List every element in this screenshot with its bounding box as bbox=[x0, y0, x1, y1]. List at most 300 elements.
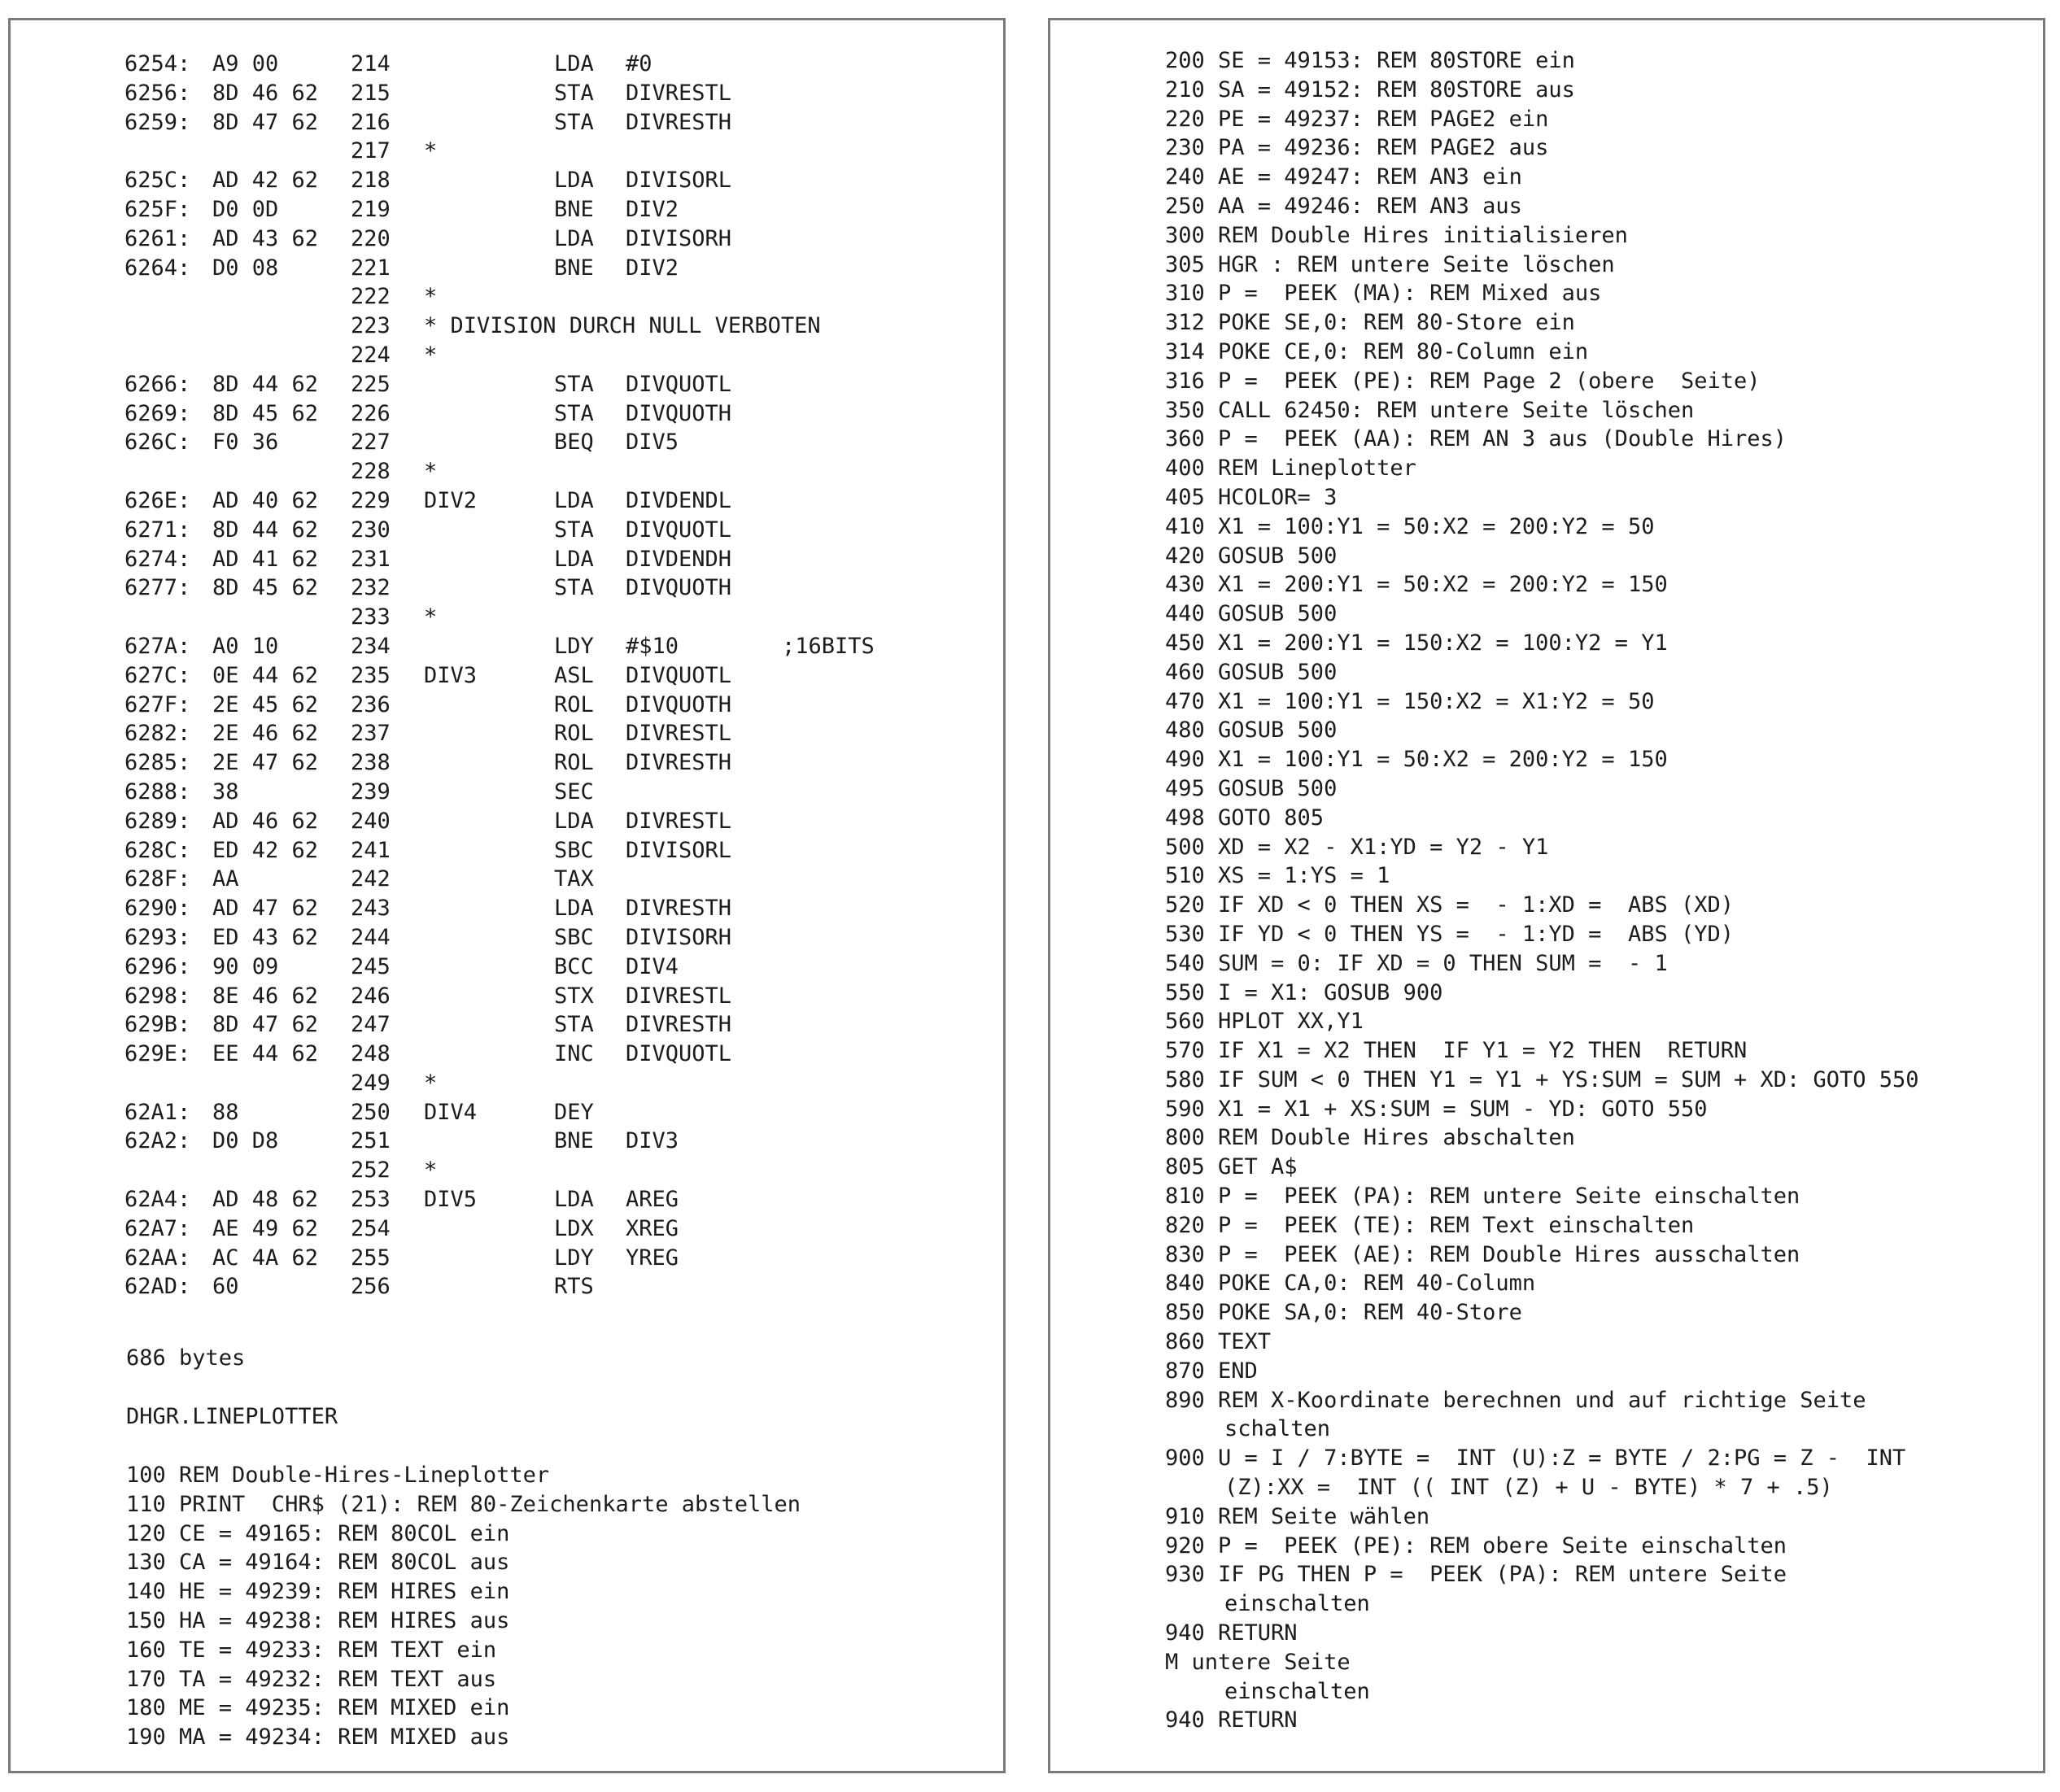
basic-line: 830 P = PEEK (AE): REM Double Hires ausschalten bbox=[1165, 1241, 1800, 1267]
asm-opcode: ROL bbox=[554, 750, 594, 776]
asm-opcode: LDA bbox=[554, 808, 594, 834]
asm-line bbox=[11, 865, 1003, 894]
asm-opcode: LDA bbox=[554, 225, 594, 251]
asm-line bbox=[11, 953, 1003, 982]
asm-hex-bytes: AD 46 62 bbox=[212, 808, 319, 834]
asm-line-number: 243 bbox=[351, 896, 391, 922]
asm-address: 6289: bbox=[124, 808, 191, 834]
asm-line bbox=[11, 1069, 1003, 1098]
asm-address: 62A1: bbox=[124, 1099, 191, 1125]
asm-address: 627F: bbox=[124, 691, 191, 717]
basic-line: 530 IF YD < 0 THEN YS = - 1:YD = ABS (YD) bbox=[1165, 921, 1734, 947]
basic-line: 840 POKE CA,0: REM 40-Column bbox=[1165, 1271, 1536, 1297]
basic-line: 210 SA = 49152: REM 80STORE aus bbox=[1165, 76, 1575, 102]
asm-opcode: BNE bbox=[554, 1128, 594, 1154]
asm-hex-bytes: AE 49 62 bbox=[212, 1215, 319, 1241]
asm-line bbox=[11, 778, 1003, 807]
asm-opcode: STA bbox=[554, 371, 594, 397]
asm-hex-bytes: 8D 45 62 bbox=[212, 575, 319, 601]
asm-line-number: 242 bbox=[351, 866, 391, 892]
basic-line: 350 CALL 62450: REM untere Seite löschen bbox=[1165, 397, 1695, 423]
asm-line bbox=[11, 836, 1003, 865]
asm-hex-bytes: A9 00 bbox=[212, 51, 279, 76]
asm-address: 6298: bbox=[124, 983, 191, 1009]
asm-line-number: 217 bbox=[351, 138, 391, 164]
asm-opcode: ROL bbox=[554, 691, 594, 717]
asm-address: 625C: bbox=[124, 168, 191, 194]
asm-line-number: 237 bbox=[351, 721, 391, 747]
basic-line: 170 TA = 49232: REM TEXT aus bbox=[126, 1666, 497, 1692]
asm-line-number: 240 bbox=[351, 808, 391, 834]
asm-line bbox=[11, 1156, 1003, 1185]
asm-operand: DIVRESTH bbox=[626, 750, 732, 776]
asm-opcode: LDY bbox=[554, 633, 594, 659]
basic-line: 490 X1 = 100:Y1 = 50:X2 = 200:Y2 = 150 bbox=[1165, 747, 1668, 773]
asm-line bbox=[11, 1040, 1003, 1069]
asm-operand: DIV5 bbox=[626, 429, 679, 456]
asm-line-number: 218 bbox=[351, 168, 391, 194]
asm-operand: YREG bbox=[626, 1245, 679, 1271]
asm-line bbox=[11, 691, 1003, 720]
basic-line: 140 HE = 49239: REM HIRES ein bbox=[126, 1579, 510, 1605]
asm-line-number: 224 bbox=[351, 342, 391, 368]
asm-address: 6259: bbox=[124, 109, 191, 135]
asm-address: 6290: bbox=[124, 896, 191, 922]
asm-line bbox=[11, 1272, 1003, 1301]
asm-opcode: SEC bbox=[554, 778, 594, 804]
asm-opcode: SBC bbox=[554, 924, 594, 950]
asm-operand: DIVDENDH bbox=[626, 546, 732, 572]
basic-line: 360 P = PEEK (AA): REM AN 3 aus (Double Hires) bbox=[1165, 426, 1787, 452]
asm-line-number: 219 bbox=[351, 196, 391, 222]
asm-operand: DIVISORH bbox=[626, 225, 732, 251]
basic-line: 410 X1 = 100:Y1 = 50:X2 = 200:Y2 = 50 bbox=[1165, 513, 1655, 539]
right-listing-panel bbox=[1048, 18, 2045, 1773]
asm-address: 625F: bbox=[124, 196, 191, 222]
asm-opcode: BNE bbox=[554, 255, 594, 281]
asm-hex-bytes: 90 09 bbox=[212, 953, 279, 979]
asm-address: 62A2: bbox=[124, 1128, 191, 1154]
basic-line: 860 TEXT bbox=[1165, 1329, 1272, 1355]
asm-opcode: LDA bbox=[554, 546, 594, 572]
basic-line: 450 X1 = 200:Y1 = 150:X2 = 100:Y2 = Y1 bbox=[1165, 630, 1668, 656]
asm-operand: DIV3 bbox=[626, 1128, 679, 1154]
asm-line bbox=[11, 516, 1003, 545]
basic-line: 180 ME = 49235: REM MIXED ein bbox=[126, 1695, 510, 1721]
asm-address: 62A7: bbox=[124, 1215, 191, 1241]
basic-line: 200 SE = 49153: REM 80STORE ein bbox=[1165, 48, 1575, 73]
asm-hex-bytes: 8D 46 62 bbox=[212, 80, 319, 106]
asm-address: 6277: bbox=[124, 575, 191, 601]
asm-opcode: STA bbox=[554, 575, 594, 601]
asm-hex-bytes: 60 bbox=[212, 1274, 239, 1300]
asm-opcode: LDA bbox=[554, 51, 594, 76]
asm-hex-bytes: 38 bbox=[212, 778, 239, 804]
asm-address: 629B: bbox=[124, 1012, 191, 1038]
asm-label: DIV3 bbox=[424, 662, 478, 688]
basic-line: 870 END bbox=[1165, 1358, 1258, 1384]
asm-hex-bytes: 8E 46 62 bbox=[212, 983, 319, 1009]
asm-opcode: STA bbox=[554, 109, 594, 135]
asm-line-number: 247 bbox=[351, 1012, 391, 1038]
asm-address: 629E: bbox=[124, 1041, 191, 1067]
asm-operand: DIVRESTL bbox=[626, 808, 732, 834]
program-title: DHGR.LINEPLOTTER bbox=[126, 1404, 338, 1429]
left-listing-panel bbox=[8, 18, 1006, 1773]
asm-line-number: 226 bbox=[351, 400, 391, 426]
asm-operand: DIVRESTL bbox=[626, 80, 732, 106]
asm-operand: DIVRESTH bbox=[626, 109, 732, 135]
asm-line bbox=[11, 79, 1003, 108]
asm-line-number: 249 bbox=[351, 1070, 391, 1096]
basic-line: 190 MA = 49234: REM MIXED aus bbox=[126, 1724, 510, 1751]
asm-opcode: BEQ bbox=[554, 429, 594, 456]
basic-line: 920 P = PEEK (PE): REM obere Seite einschalten bbox=[1165, 1533, 1787, 1559]
basic-line: 110 PRINT CHR$ (21): REM 80-Zeichenkarte abstellen bbox=[126, 1491, 801, 1517]
asm-address: 6266: bbox=[124, 371, 191, 397]
asm-line bbox=[11, 1185, 1003, 1214]
asm-hex-bytes: F0 36 bbox=[212, 429, 279, 456]
asm-line bbox=[11, 1098, 1003, 1127]
basic-line-continuation: einschalten bbox=[1224, 1678, 1370, 1704]
asm-hex-bytes: AC 4A 62 bbox=[212, 1245, 319, 1271]
asm-line-number: 233 bbox=[351, 604, 391, 630]
asm-address: 62AD: bbox=[124, 1274, 191, 1300]
asm-label: * bbox=[424, 342, 438, 368]
asm-hex-bytes: 8D 47 62 bbox=[212, 109, 319, 135]
basic-line: 580 IF SUM < 0 THEN Y1 = Y1 + YS:SUM = SUM + XD: GOTO 550 bbox=[1165, 1066, 1919, 1092]
asm-comment: ;16BITS bbox=[782, 633, 875, 659]
basic-line-continuation: einschalten bbox=[1224, 1591, 1370, 1617]
asm-label: DIV5 bbox=[424, 1187, 478, 1213]
asm-line bbox=[11, 282, 1003, 312]
asm-label: * bbox=[424, 1070, 438, 1096]
asm-line-number: 225 bbox=[351, 371, 391, 397]
asm-opcode: BCC bbox=[554, 953, 594, 979]
asm-hex-bytes: 2E 45 62 bbox=[212, 691, 319, 717]
basic-line: 100 REM Double-Hires-Lineplotter bbox=[126, 1463, 550, 1488]
asm-hex-bytes: AD 40 62 bbox=[212, 487, 319, 513]
asm-opcode: LDA bbox=[554, 487, 594, 513]
asm-hex-bytes: A0 10 bbox=[212, 633, 279, 659]
asm-opcode: STX bbox=[554, 983, 594, 1009]
asm-address: 627C: bbox=[124, 662, 191, 688]
asm-line bbox=[11, 807, 1003, 836]
asm-line-number: 230 bbox=[351, 517, 391, 543]
basic-line: 150 HA = 49238: REM HIRES aus bbox=[126, 1607, 510, 1633]
asm-line-number: 232 bbox=[351, 575, 391, 601]
asm-address: 6256: bbox=[124, 80, 191, 106]
basic-line: 570 IF X1 = X2 THEN IF Y1 = Y2 THEN RETURN bbox=[1165, 1038, 1748, 1064]
asm-operand: DIV4 bbox=[626, 953, 679, 979]
asm-line-number: 234 bbox=[351, 633, 391, 659]
basic-listing-right bbox=[1165, 46, 2045, 1735]
asm-hex-bytes: 8D 44 62 bbox=[212, 517, 319, 543]
asm-operand: DIVQUOTL bbox=[626, 662, 732, 688]
asm-line bbox=[11, 719, 1003, 748]
asm-line-number: 252 bbox=[351, 1158, 391, 1184]
basic-line: 230 PA = 49236: REM PAGE2 aus bbox=[1165, 135, 1549, 161]
asm-label: * bbox=[424, 284, 438, 310]
basic-line: 850 POKE SA,0: REM 40-Store bbox=[1165, 1300, 1522, 1326]
asm-hex-bytes: AD 43 62 bbox=[212, 225, 319, 251]
asm-line-number: 246 bbox=[351, 983, 391, 1009]
asm-hex-bytes: 0E 44 62 bbox=[212, 662, 319, 688]
asm-address: 6261: bbox=[124, 225, 191, 251]
basic-line: 890 REM X-Koordinate berechnen und auf richtige Seite bbox=[1165, 1387, 1866, 1413]
basic-line: 400 REM Lineplotter bbox=[1165, 456, 1416, 482]
basic-line: 312 POKE SE,0: REM 80-Store ein bbox=[1165, 310, 1575, 336]
basic-line: 510 XS = 1:YS = 1 bbox=[1165, 863, 1390, 889]
basic-line: 520 IF XD < 0 THEN XS = - 1:XD = ABS (XD) bbox=[1165, 892, 1734, 918]
asm-line-number: 216 bbox=[351, 109, 391, 135]
basic-line: 560 HPLOT XX,Y1 bbox=[1165, 1009, 1364, 1035]
asm-line-number: 222 bbox=[351, 284, 391, 310]
asm-line-number: 238 bbox=[351, 750, 391, 776]
basic-line: 820 P = PEEK (TE): REM Text einschalten bbox=[1165, 1212, 1695, 1238]
asm-operand: DIVISORH bbox=[626, 924, 732, 950]
asm-operand: DIVQUOTH bbox=[626, 400, 732, 426]
asm-opcode: TAX bbox=[554, 866, 594, 892]
asm-line-number: 239 bbox=[351, 778, 391, 804]
asm-line-number: 241 bbox=[351, 837, 391, 863]
asm-hex-bytes: EE 44 62 bbox=[212, 1041, 319, 1067]
basic-line: 900 U = I / 7:BYTE = INT (U):Z = BYTE / 2:PG = Z - INT bbox=[1165, 1445, 1906, 1472]
asm-opcode: STA bbox=[554, 1012, 594, 1038]
basic-line-continuation: (Z):XX = INT (( INT (Z) + U - BYTE) * 7 + .5) bbox=[1224, 1475, 1833, 1501]
asm-address: 628C: bbox=[124, 837, 191, 863]
basic-line: 940 RETURN bbox=[1165, 1707, 1298, 1733]
asm-line bbox=[11, 254, 1003, 283]
asm-opcode: SBC bbox=[554, 837, 594, 863]
asm-line bbox=[11, 603, 1003, 632]
asm-operand: #$10 bbox=[626, 633, 679, 659]
asm-operand: DIVRESTH bbox=[626, 896, 732, 922]
asm-operand: DIVQUOTL bbox=[626, 1041, 732, 1067]
basic-line: 480 GOSUB 500 bbox=[1165, 717, 1338, 743]
asm-opcode: LDY bbox=[554, 1245, 594, 1271]
basic-line: 810 P = PEEK (PA): REM untere Seite einschalten bbox=[1165, 1184, 1800, 1210]
asm-line-number: 235 bbox=[351, 662, 391, 688]
asm-line bbox=[11, 632, 1003, 661]
asm-label: * bbox=[424, 1158, 438, 1184]
asm-label: * bbox=[424, 138, 438, 164]
asm-address: 627A: bbox=[124, 633, 191, 659]
basic-line: 310 P = PEEK (MA): REM Mixed aus bbox=[1165, 281, 1602, 307]
asm-line bbox=[11, 1010, 1003, 1040]
asm-address: 6254: bbox=[124, 51, 191, 76]
basic-line: 930 IF PG THEN P = PEEK (PA): REM untere Seite bbox=[1165, 1562, 1787, 1588]
asm-operand: DIVRESTL bbox=[626, 983, 732, 1009]
asm-line bbox=[11, 108, 1003, 137]
asm-line bbox=[11, 1214, 1003, 1244]
asm-line-number: 253 bbox=[351, 1187, 391, 1213]
asm-operand: DIVQUOTL bbox=[626, 517, 732, 543]
asm-hex-bytes: 88 bbox=[212, 1099, 239, 1125]
asm-address: 6271: bbox=[124, 517, 191, 543]
asm-opcode: LDA bbox=[554, 1187, 594, 1213]
asm-label: * bbox=[424, 604, 438, 630]
basic-line: 470 X1 = 100:Y1 = 150:X2 = X1:Y2 = 50 bbox=[1165, 688, 1655, 714]
asm-hex-bytes: D0 D8 bbox=[212, 1128, 279, 1154]
basic-line: 440 GOSUB 500 bbox=[1165, 601, 1338, 627]
asm-line bbox=[11, 748, 1003, 778]
asm-line bbox=[11, 661, 1003, 691]
asm-line bbox=[11, 341, 1003, 370]
asm-line bbox=[11, 894, 1003, 923]
basic-line: 910 REM Seite wählen bbox=[1165, 1503, 1430, 1529]
asm-line-number: 254 bbox=[351, 1215, 391, 1241]
asm-line-number: 214 bbox=[351, 51, 391, 76]
basic-line: 220 PE = 49237: REM PAGE2 ein bbox=[1165, 106, 1549, 132]
asm-hex-bytes: ED 42 62 bbox=[212, 837, 319, 863]
asm-line bbox=[11, 486, 1003, 516]
asm-line-number: 248 bbox=[351, 1041, 391, 1067]
asm-hex-bytes: 2E 47 62 bbox=[212, 750, 319, 776]
asm-line-number: 220 bbox=[351, 225, 391, 251]
basic-line: 300 REM Double Hires initialisieren bbox=[1165, 222, 1628, 248]
asm-line-number: 227 bbox=[351, 429, 391, 456]
asm-label: * DIVISION DURCH NULL VERBOTEN bbox=[424, 313, 821, 339]
asm-operand: DIVISORL bbox=[626, 837, 732, 863]
asm-address: 626E: bbox=[124, 487, 191, 513]
asm-operand: DIVQUOTH bbox=[626, 575, 732, 601]
basic-line: 460 GOSUB 500 bbox=[1165, 659, 1338, 685]
asm-opcode: STA bbox=[554, 400, 594, 426]
asm-hex-bytes: D0 08 bbox=[212, 255, 279, 281]
asm-operand: XREG bbox=[626, 1215, 679, 1241]
asm-address: 6296: bbox=[124, 953, 191, 979]
asm-address: 6288: bbox=[124, 778, 191, 804]
basic-line: 316 P = PEEK (PE): REM Page 2 (obere Seite) bbox=[1165, 368, 1761, 394]
basic-line: 550 I = X1: GOSUB 900 bbox=[1165, 979, 1443, 1005]
asm-line bbox=[11, 428, 1003, 457]
asm-opcode: RTS bbox=[554, 1274, 594, 1300]
asm-line-number: 251 bbox=[351, 1128, 391, 1154]
asm-address: 62AA: bbox=[124, 1245, 191, 1271]
asm-label: DIV2 bbox=[424, 487, 478, 513]
asm-address: 6285: bbox=[124, 750, 191, 776]
basic-line-continuation: schalten bbox=[1224, 1416, 1331, 1442]
basic-line: 940 RETURN bbox=[1165, 1620, 1298, 1646]
asm-line bbox=[11, 225, 1003, 254]
basic-line: 160 TE = 49233: REM TEXT ein bbox=[126, 1637, 497, 1663]
asm-opcode: LDA bbox=[554, 168, 594, 194]
asm-hex-bytes: AD 48 62 bbox=[212, 1187, 319, 1213]
asm-line bbox=[11, 457, 1003, 486]
basic-line: 240 AE = 49247: REM AN3 ein bbox=[1165, 164, 1522, 190]
asm-line-number: 236 bbox=[351, 691, 391, 717]
asm-opcode: INC bbox=[554, 1041, 594, 1067]
asm-address: 6293: bbox=[124, 924, 191, 950]
asm-line-number: 221 bbox=[351, 255, 391, 281]
assembly-listing bbox=[11, 50, 1003, 1301]
asm-line bbox=[11, 923, 1003, 953]
asm-operand: DIVQUOTL bbox=[626, 371, 732, 397]
asm-operand: DIV2 bbox=[626, 255, 679, 281]
basic-line: 420 GOSUB 500 bbox=[1165, 543, 1338, 569]
asm-hex-bytes: 8D 45 62 bbox=[212, 400, 319, 426]
asm-hex-bytes: 8D 44 62 bbox=[212, 371, 319, 397]
asm-operand: DIVDENDL bbox=[626, 487, 732, 513]
asm-hex-bytes: AD 41 62 bbox=[212, 546, 319, 572]
asm-hex-bytes: AD 42 62 bbox=[212, 168, 319, 194]
asm-line-number: 250 bbox=[351, 1099, 391, 1125]
asm-hex-bytes: ED 43 62 bbox=[212, 924, 319, 950]
asm-opcode: DEY bbox=[554, 1099, 594, 1125]
asm-line-number: 245 bbox=[351, 953, 391, 979]
asm-line-number: 229 bbox=[351, 487, 391, 513]
basic-line: 250 AA = 49246: REM AN3 aus bbox=[1165, 193, 1522, 219]
asm-line bbox=[11, 1127, 1003, 1156]
asm-line-number: 255 bbox=[351, 1245, 391, 1271]
asm-hex-bytes: AA bbox=[212, 866, 239, 892]
asm-opcode: LDA bbox=[554, 896, 594, 922]
basic-line: 805 GET A$ bbox=[1165, 1154, 1298, 1180]
asm-operand: #0 bbox=[626, 51, 652, 76]
basic-line: 405 HCOLOR= 3 bbox=[1165, 484, 1338, 510]
basic-line: 130 CA = 49164: REM 80COL aus bbox=[126, 1550, 510, 1576]
basic-line: 500 XD = X2 - X1:YD = Y2 - Y1 bbox=[1165, 834, 1549, 860]
basic-listing-left bbox=[126, 1461, 1006, 1752]
asm-line-number: 228 bbox=[351, 459, 391, 485]
asm-operand: DIV2 bbox=[626, 196, 679, 222]
basic-line: 120 CE = 49165: REM 80COL ein bbox=[126, 1520, 510, 1546]
asm-line bbox=[11, 137, 1003, 166]
asm-address: 6269: bbox=[124, 400, 191, 426]
basic-line: 540 SUM = 0: IF XD = 0 THEN SUM = - 1 bbox=[1165, 950, 1668, 976]
asm-line bbox=[11, 573, 1003, 603]
asm-opcode: ASL bbox=[554, 662, 594, 688]
asm-hex-bytes: AD 47 62 bbox=[212, 896, 319, 922]
asm-address: 6274: bbox=[124, 546, 191, 572]
asm-label: DIV4 bbox=[424, 1099, 478, 1125]
basic-line: M untere Seite bbox=[1165, 1649, 1351, 1675]
asm-line bbox=[11, 399, 1003, 429]
asm-operand: DIVQUOTH bbox=[626, 691, 732, 717]
asm-line bbox=[11, 982, 1003, 1011]
asm-line-number: 244 bbox=[351, 924, 391, 950]
basic-line: 800 REM Double Hires abschalten bbox=[1165, 1125, 1575, 1151]
asm-line-number: 256 bbox=[351, 1274, 391, 1300]
asm-opcode: ROL bbox=[554, 721, 594, 747]
asm-line-number: 231 bbox=[351, 546, 391, 572]
asm-operand: AREG bbox=[626, 1187, 679, 1213]
asm-line-number: 223 bbox=[351, 313, 391, 339]
asm-label: * bbox=[424, 459, 438, 485]
asm-operand: DIVRESTH bbox=[626, 1012, 732, 1038]
asm-line bbox=[11, 370, 1003, 399]
asm-opcode: LDX bbox=[554, 1215, 594, 1241]
asm-address: 62A4: bbox=[124, 1187, 191, 1213]
asm-line bbox=[11, 545, 1003, 574]
asm-address: 6264: bbox=[124, 255, 191, 281]
basic-line: 314 POKE CE,0: REM 80-Column ein bbox=[1165, 338, 1589, 364]
asm-address: 628F: bbox=[124, 866, 191, 892]
basic-line: 430 X1 = 200:Y1 = 50:X2 = 200:Y2 = 150 bbox=[1165, 572, 1668, 598]
asm-opcode: STA bbox=[554, 80, 594, 106]
asm-line bbox=[11, 50, 1003, 79]
asm-opcode: BNE bbox=[554, 196, 594, 222]
asm-line bbox=[11, 166, 1003, 195]
asm-line bbox=[11, 312, 1003, 341]
asm-line bbox=[11, 195, 1003, 225]
byte-count: 686 bytes bbox=[126, 1345, 246, 1371]
basic-line: 495 GOSUB 500 bbox=[1165, 775, 1338, 801]
basic-line: 498 GOTO 805 bbox=[1165, 804, 1325, 831]
asm-line-number: 215 bbox=[351, 80, 391, 106]
asm-address: 626C: bbox=[124, 429, 191, 456]
